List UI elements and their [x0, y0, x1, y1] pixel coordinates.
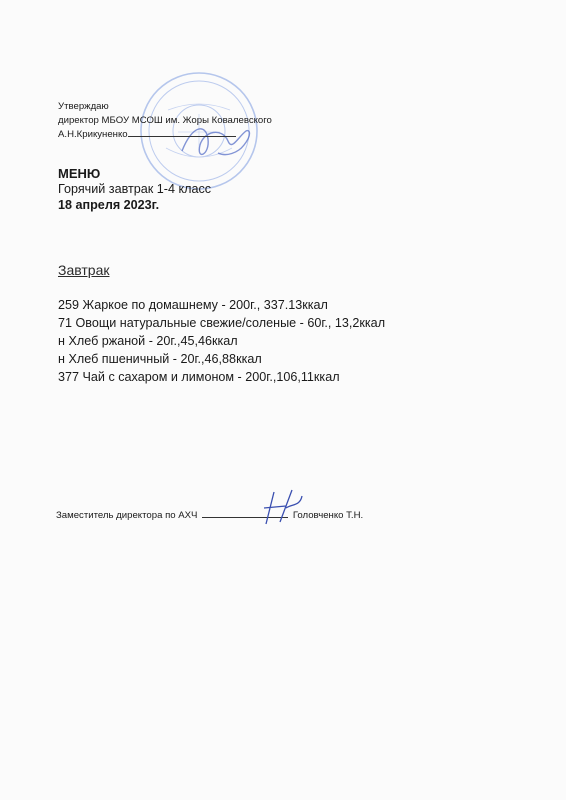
menu-date: 18 апреля 2023г.: [58, 198, 160, 212]
menu-title: МЕНЮ: [58, 166, 101, 181]
approval-director-name-line: [58, 127, 272, 142]
approval-heading: Утверждаю: [58, 101, 109, 112]
list-item: н Хлеб ржаной - 20г.,45,46ккал: [58, 334, 238, 348]
menu-header: [58, 166, 211, 213]
menu-subtitle: Горячий завтрак 1-4 класс: [58, 182, 212, 196]
approval-director-title: директор МБОУ МСОШ им. Жоры Ковалевского: [58, 114, 272, 126]
deputy-signature-block: [56, 508, 363, 521]
approval-block: [58, 100, 272, 142]
list-item: н Хлеб пшеничный - 20г.,46,88ккал: [58, 352, 262, 366]
signature-line: [128, 127, 236, 137]
list-item: 259 Жаркое по домашнему - 200г., 337.13ккал: [58, 298, 328, 312]
meal-title: Завтрак: [58, 262, 110, 278]
deputy-name: Головченко Т.Н.: [292, 510, 364, 521]
meal-items-list: [58, 296, 385, 386]
deputy-position: Заместитель директора по АХЧ: [56, 510, 198, 521]
list-item: 377 Чай с сахаром и лимоном - 200г.,106,11ккал: [58, 370, 340, 384]
list-item: 71 Овощи натуральные свежие/соленые - 60г., 13,2ккал: [58, 316, 386, 330]
approval-director-name: А.Н.Крикуненко: [58, 129, 128, 140]
deputy-signature-image: [256, 486, 306, 526]
